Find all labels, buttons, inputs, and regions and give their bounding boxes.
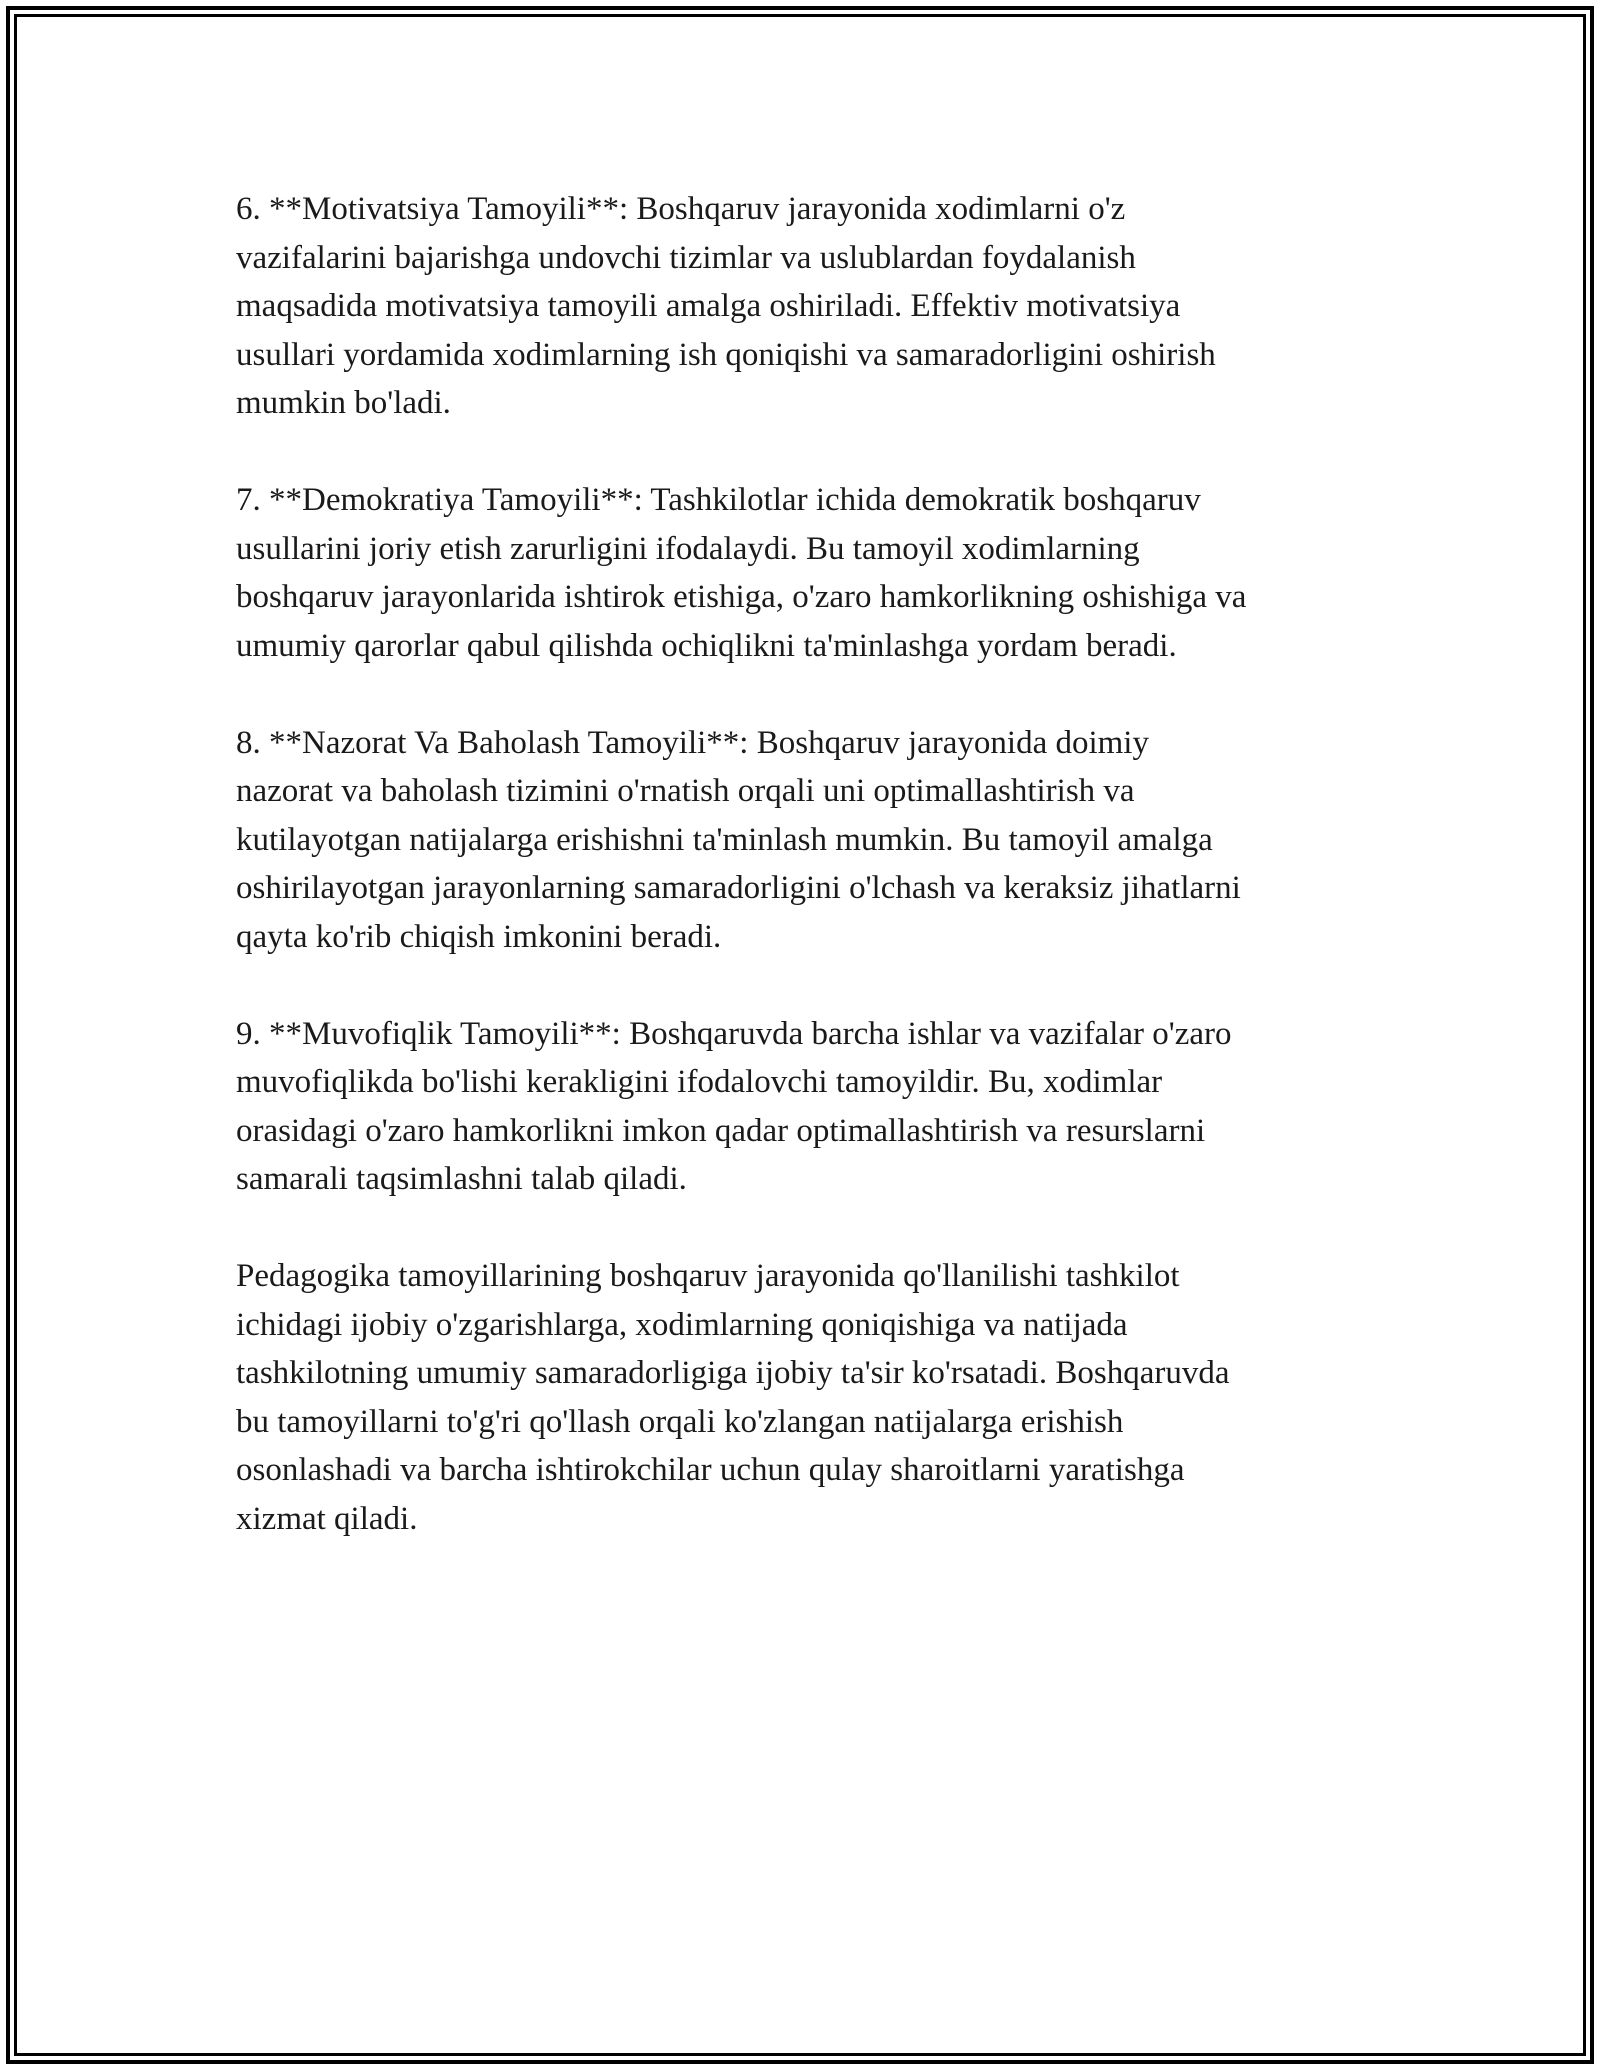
paragraph-conclusion: Pedagogika tamoyillarining boshqaruv jarayonida qo'llanilishi tashkilot ichidagi ijobiy o'zgarishlarga, xodimlarning qoniqishiga va natijada tashkilotning umumiy samaradorligiga ijobiy ta'sir ko'rsatadi. Boshqaruvda bu tamoyillarni to'g'ri qo'llash orqali ko'zlangan natijalarga erishish osonlashadi va barcha ishtirokchilar uchun qulay sharoitlarni yaratishga xizmat qiladi.: [236, 1258, 1230, 1537]
paragraph-demokratiya: 7. **Demokratiya Tamoyili**: Tashkilotlar ichida demokratik boshqaruv usullarini joriy etish zarurligini ifodalaydi. Bu tamoyil xodimlarning boshqaruv jarayonlarida ishtirok etishiga, o'zaro hamkorlikning oshishiga va umumiy qarorlar qabul qilishda ochiqlikni ta'minlashga yordam beradi.: [236, 482, 1247, 664]
paragraph-nazorat: 8. **Nazorat Va Baholash Tamoyili**: Boshqaruv jarayonida doimiy nazorat va baholash tizimini o'rnatish orqali uni optimallashtirish va kutilayotgan natijalarga erishishni ta'minlash mumkin. Bu tamoyil amalga oshirilayotgan jarayonlarning samaradorligini o'lchash va keraksiz jihatlarni qayta ko'rib chiqish imkonini beradi.: [236, 724, 1241, 955]
paragraph-motivatsiya: 6. **Motivatsiya Tamoyili**: Boshqaruv jarayonida xodimlarni o'z vazifalarini bajarishga undovchi tizimlar va uslublardan foydalanish maqsadida motivatsiya tamoyili amalga oshiriladi. Effektiv motivatsiya usullari yordamida xodimlarning ish qoniqishi va samaradorligini oshirish mumkin bo'ladi.: [236, 191, 1216, 421]
document-body: [236, 185, 1416, 1592]
paragraph-muvofiqlik: 9. **Muvofiqlik Tamoyili**: Boshqaruvda barcha ishlar va vazifalar o'zaro muvofiqlikda bo'lishi kerakligini ifodalovchi tamoyildir. Bu, xodimlar orasidagi o'zaro hamkorlikni imkon qadar optimallashtirish va resurslarni samarali taqsimlashni talab qiladi.: [236, 1015, 1232, 1197]
